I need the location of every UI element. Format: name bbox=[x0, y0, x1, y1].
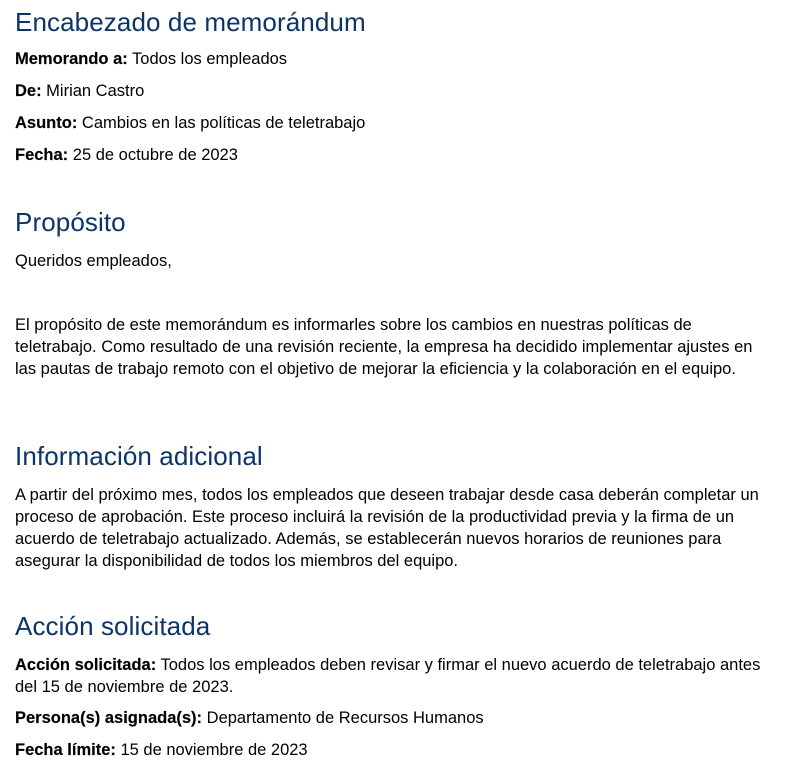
additional-info-heading: Información adicional bbox=[15, 441, 263, 471]
memo-to-value: Todos los empleados bbox=[127, 50, 288, 68]
memo-to-field bbox=[15, 49, 287, 70]
action-label: Acción solicitada: bbox=[15, 656, 157, 674]
deadline-label: Fecha límite: bbox=[15, 741, 116, 759]
memo-date-field bbox=[15, 145, 238, 166]
memo-header-section bbox=[15, 7, 366, 164]
assignee-label: Persona(s) asignada(s): bbox=[15, 709, 203, 727]
action-field bbox=[15, 654, 775, 698]
deadline-value: 15 de noviembre de 2023 bbox=[115, 741, 308, 759]
memo-date-value: 25 de octubre de 2023 bbox=[68, 146, 238, 164]
memo-subject-value: Cambios en las políticas de teletrabajo bbox=[77, 114, 366, 132]
memo-from-value: Mirian Castro bbox=[41, 82, 145, 100]
deadline-field bbox=[15, 740, 308, 761]
purpose-body: El propósito de este memorándum es informarles sobre los cambios en nuestras políticas de teletrabajo. Como resultado de una revisión reciente, la empresa ha decidido implementar ajustes en las pautas de trabajo remoto con el objetivo de mejorar la eficiencia y la colaboración en el equipo. bbox=[15, 316, 753, 378]
memo-header-heading: Encabezado de memorándum bbox=[15, 7, 366, 37]
memo-subject-label: Asunto: bbox=[15, 114, 78, 132]
memo-date-label: Fecha: bbox=[15, 146, 69, 164]
memo-to-label: Memorando a: bbox=[15, 50, 128, 68]
assignee-value: Departamento de Recursos Humanos bbox=[202, 709, 484, 727]
action-requested-heading: Acción solicitada bbox=[15, 611, 211, 641]
purpose-section bbox=[15, 207, 775, 378]
greeting-text: Queridos empleados, bbox=[15, 252, 172, 270]
memo-from-field bbox=[15, 81, 144, 102]
memo-subject-field bbox=[15, 113, 365, 134]
additional-info-section bbox=[15, 441, 775, 570]
purpose-heading: Propósito bbox=[15, 207, 126, 237]
action-requested-section bbox=[15, 611, 775, 759]
action-value: Todos los empleados deben revisar y firmar el nuevo acuerdo de teletrabajo antes del 15 de noviembre de 2023. bbox=[15, 656, 761, 696]
additional-info-body: A partir del próximo mes, todos los empleados que deseen trabajar desde casa deberán completar un proceso de aprobación. Este proceso incluirá la revisión de la productividad previa y la firma de un acuerdo de teletrabajo actualizado. Además, se establecerán nuevos horarios de reuniones para asegurar la disponibilidad de todos los miembros del equipo. bbox=[15, 486, 759, 570]
assignee-field bbox=[15, 708, 484, 729]
memo-from-label: De: bbox=[15, 82, 42, 100]
